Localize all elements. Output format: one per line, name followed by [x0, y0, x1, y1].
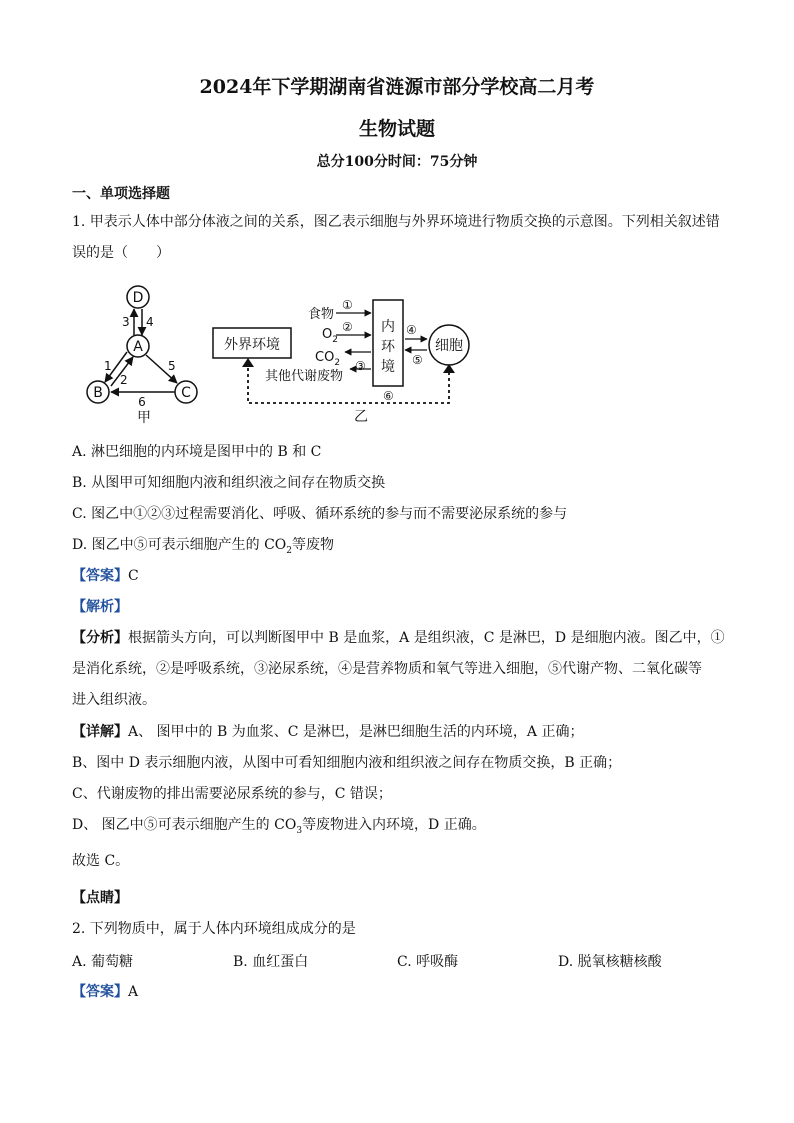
circled-2: ② [342, 320, 353, 334]
figure-yi [205, 290, 475, 425]
inner-env-char-1: 内 [381, 319, 395, 335]
circled-4: ④ [406, 323, 417, 337]
label-6: 6 [138, 395, 146, 409]
q1-xiangjie-line2: B、图中 D 表示细胞内液，从图中可看知细胞内液和组织液之间存在物质交换，B 正确； [72, 755, 622, 771]
subject-title: 生物试题 [358, 118, 435, 140]
cell-label: 细胞 [435, 338, 463, 354]
q1-fenxi-line1: 【分析】根据箭头方向，可以判断图甲中 B 是血浆，A 是组织液，C 是淋巴，D 是细胞内液。图乙中，① [72, 630, 725, 646]
q1-option-b: B. 从图甲可知细胞内液和组织液之间存在物质交换 [72, 475, 386, 491]
q1-conclusion: 故选 C。 [72, 853, 130, 869]
label-1: 1 [104, 359, 112, 373]
label-2: 2 [120, 373, 128, 387]
q1-stem-line2: 误的是（ ） [72, 245, 170, 261]
q1-option-a: A. 淋巴细胞的内环境是图甲中的 B 和 C [72, 444, 322, 460]
circled-3: ③ [355, 359, 366, 373]
q2-stem: 2. 下列物质中，属于人体内环境组成成分的是 [72, 921, 356, 937]
label-5: 5 [168, 359, 176, 373]
circled-1: ① [342, 298, 353, 312]
score-time: 总分100分时间：75分钟 [316, 154, 478, 170]
q1-xiangjie-line4: D、 图乙中⑤可表示细胞产生的 $CO_3$等废物进入内环境，D 正确。 [72, 817, 486, 836]
dotted-arrow-head-cell [443, 364, 455, 373]
figure-jia [78, 282, 218, 424]
q1-analysis-tag: 【解析】 [72, 599, 128, 615]
caption-jia: 甲 [137, 410, 151, 424]
inner-env-char-3: 境 [381, 359, 395, 375]
q1-dianjing-tag: 【点睛】 [72, 890, 128, 906]
page-title: 2024年下学期湖南省涟源市部分学校高二月考 [199, 76, 595, 98]
label-4: 4 [146, 315, 154, 329]
waste-label: 其他代谢废物 [265, 369, 344, 384]
inner-env-char-2: 环 [381, 339, 395, 355]
outside-label: 外界环境 [224, 337, 280, 353]
circled-6: ⑥ [383, 389, 394, 403]
q2-option-d: D. 脱氧核糖核酸 [558, 954, 662, 970]
q1-xiangjie-line1: 【详解】A、 图甲中的 B 为血浆、C 是淋巴，是淋巴细胞生活的内环境，A 正确； [72, 724, 584, 740]
q1-fenxi-line2: 是消化系统，②是呼吸系统，③泌尿系统，④是营养物质和氧气等进入细胞，⑤代谢产物、二氧化碳等 [72, 661, 702, 677]
circled-5: ⑤ [412, 353, 423, 367]
node-d-label: D [132, 290, 144, 306]
q1-option-c: C. 图乙中①②③过程需要消化、呼吸、循环系统的参与而不需要泌尿系统的参与 [72, 506, 568, 522]
q2-answer: 【答案】A [72, 984, 139, 1000]
dotted-arrow-head-outside [242, 358, 254, 367]
q1-stem-line1: 1. 甲表示人体中部分体液之间的关系，图乙表示细胞与外界环境进行物质交换的示意图。下列相关叙述错 [72, 214, 720, 230]
node-b-label: B [93, 385, 103, 401]
q1-xiangjie-line3: C、代谢废物的排出需要泌尿系统的参与，C 错误； [72, 786, 392, 802]
label-3: 3 [122, 315, 130, 329]
q1-option-d: D. 图乙中⑤可表示细胞产生的 $CO_2$等废物 [72, 537, 334, 556]
q2-option-c: C. 呼吸酶 [397, 954, 459, 970]
co2-label: $CO_2$ [315, 350, 341, 368]
node-a-label: A [133, 339, 143, 355]
node-c-label: C [181, 385, 191, 401]
caption-yi: 乙 [354, 409, 368, 425]
q1-fenxi-line3: 进入组织液。 [72, 692, 156, 708]
o2-label: $O_2$ [322, 327, 338, 345]
q2-option-b: B. 血红蛋白 [233, 954, 309, 970]
section-heading: 一、单项选择题 [72, 186, 170, 202]
q1-answer: 【答案】C [72, 568, 139, 584]
q2-option-a: A. 葡萄糖 [72, 954, 134, 970]
food-label: 食物 [308, 307, 335, 322]
